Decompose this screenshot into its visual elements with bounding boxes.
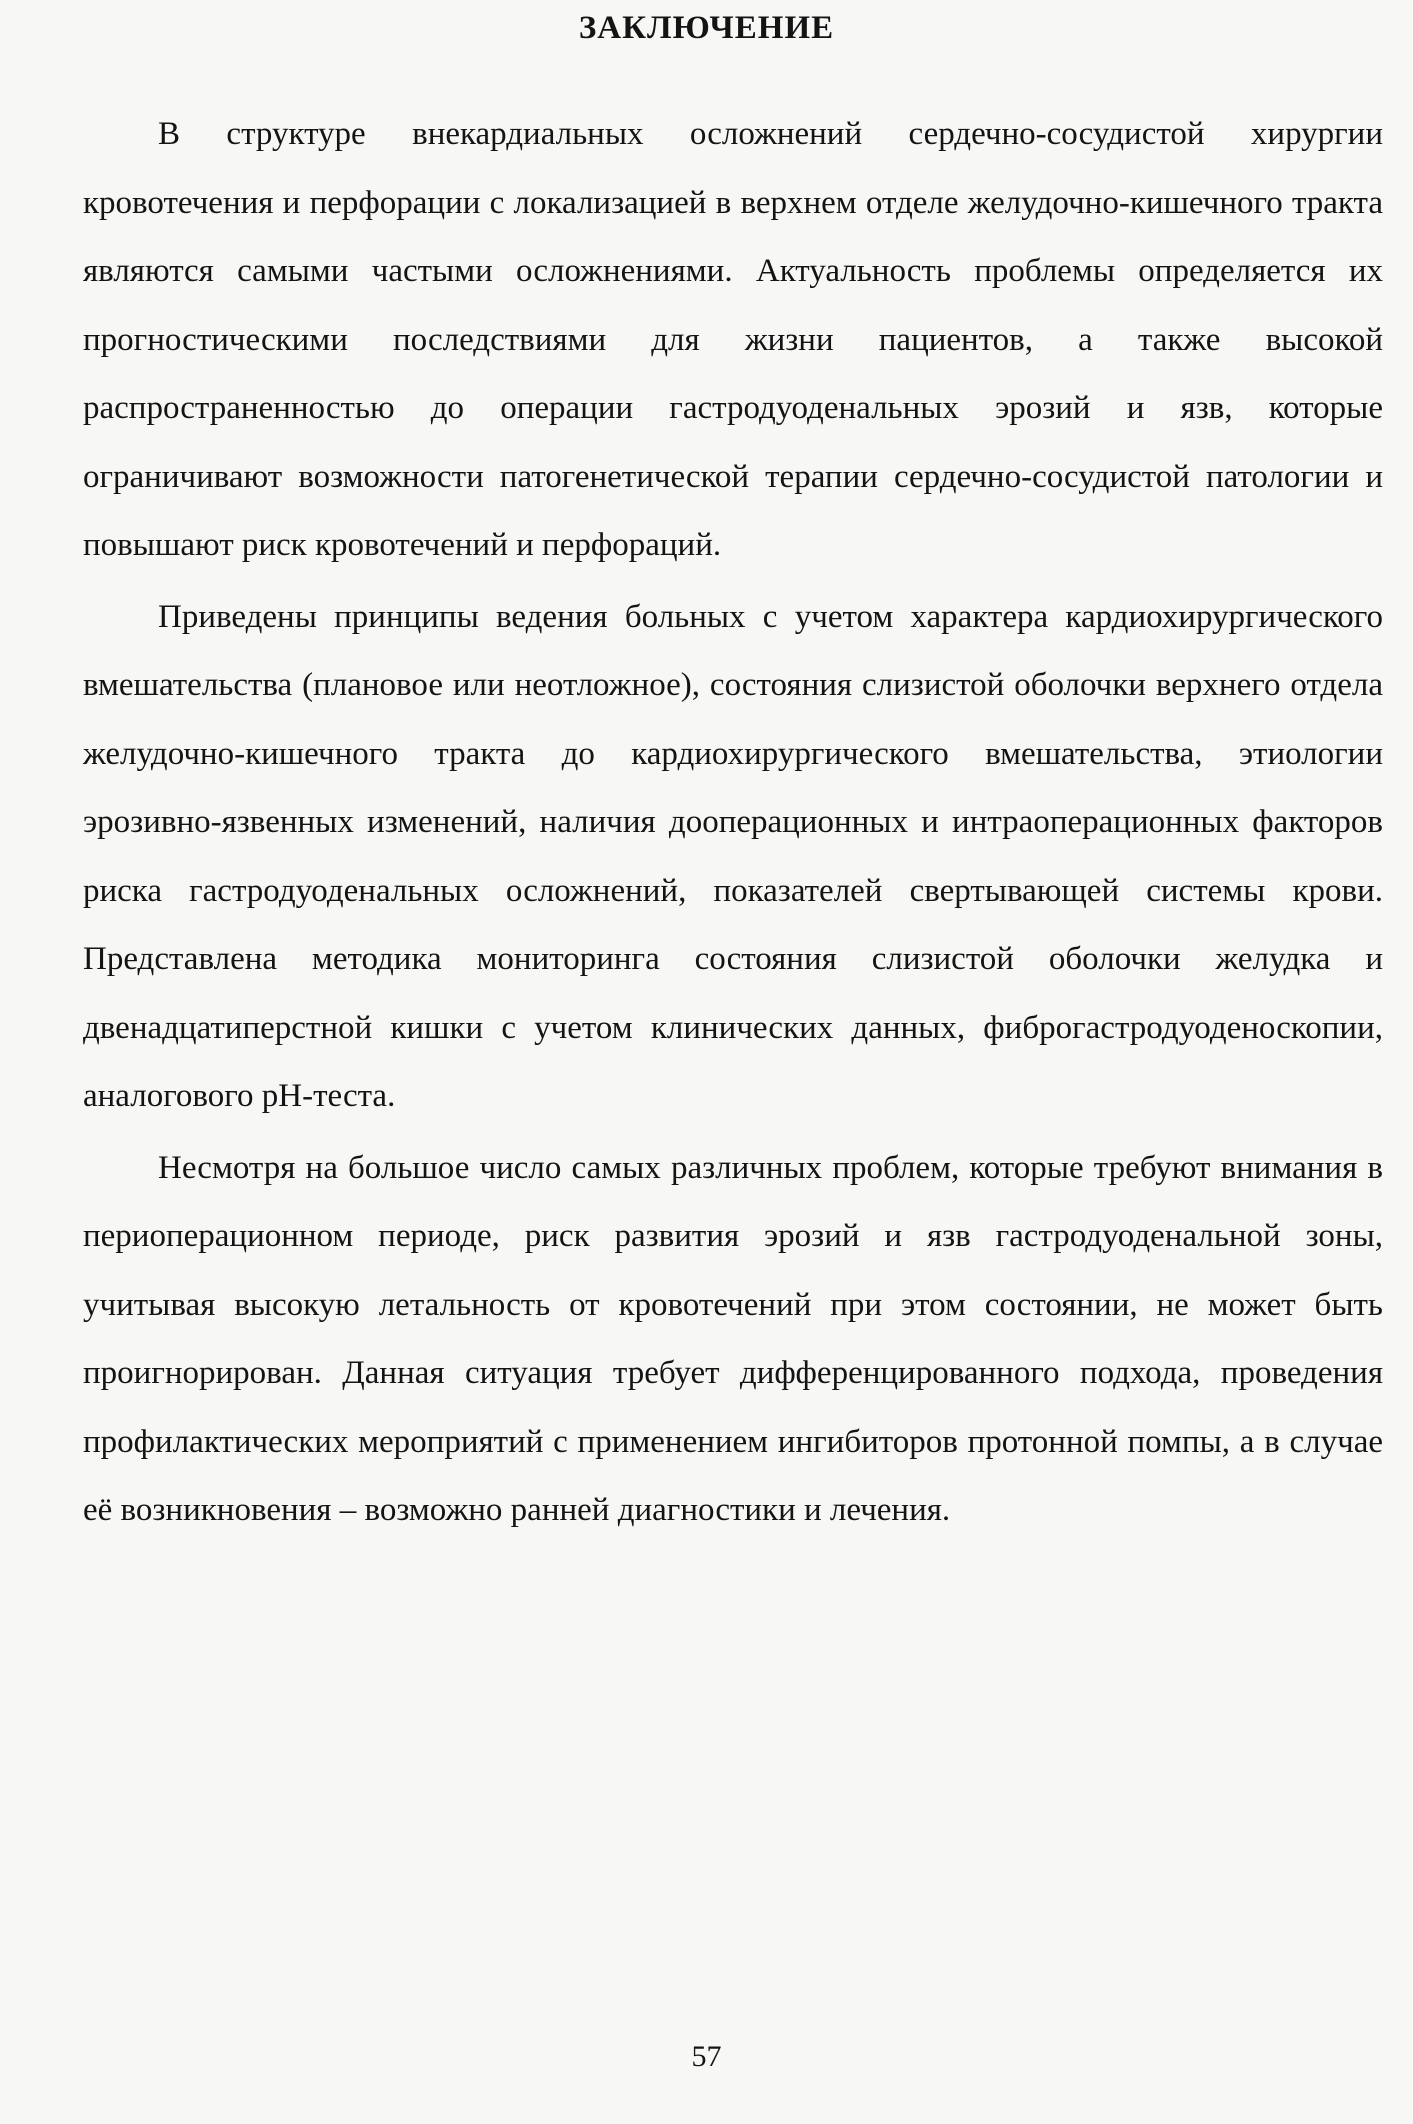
section-title: ЗАКЛЮЧЕНИЕ — [578, 10, 835, 46]
paragraph-1: В структуре внекардиальных осложнений сердечно-сосудистой хирургии кровотечения и перфорации с локализацией в верхнем отделе желудочно-кишечного тракта являются самыми частыми осложнениями. Актуальность проблемы определяется их прогностическими последствиями для жизни пациентов, а также высокой распространенностью до операции гастродуоденальных эрозий и язв, которые ограничивают возможности патогенетической терапии сердечно-сосудистой патологии и повышают риск кровотечений и перфораций. — [83, 116, 1383, 563]
body-text — [83, 100, 1383, 1548]
page-number: 57 — [691, 2040, 722, 2073]
paragraph-2: Приведены принципы ведения больных с учетом характера кардиохирургического вмешательства (плановое или неотложное), состояния слизистой оболочки верхнего отдела желудочно-кишечного тракта до кардиохирургического вмешательства, этиологии эрозивно-язвенных изменений, наличия дооперационных и интраоперационных факторов риска гастродуоденальных осложнений, показателей свертывающей системы крови. Представлена методика мониторинга состояния слизистой оболочки желудка и двенадцатиперстной кишки с учетом клинических данных, фиброгастродуоденоскопии, аналогового pH-теста. — [83, 598, 1383, 1114]
paragraph-3: Несмотря на большое число самых различных проблем, которые требуют внимания в периоперационном периоде, риск развития эрозий и язв гастродуоденальной зоны, учитывая высокую летальность от кровотечений при этом состоянии, не может быть проигнорирован. Данная ситуация требует дифференцированного подхода, проведения профилактических мероприятий с применением ингибиторов протонной помпы, а в случае её возникновения – возможно ранней диагностики и лечения. — [83, 1149, 1383, 1528]
